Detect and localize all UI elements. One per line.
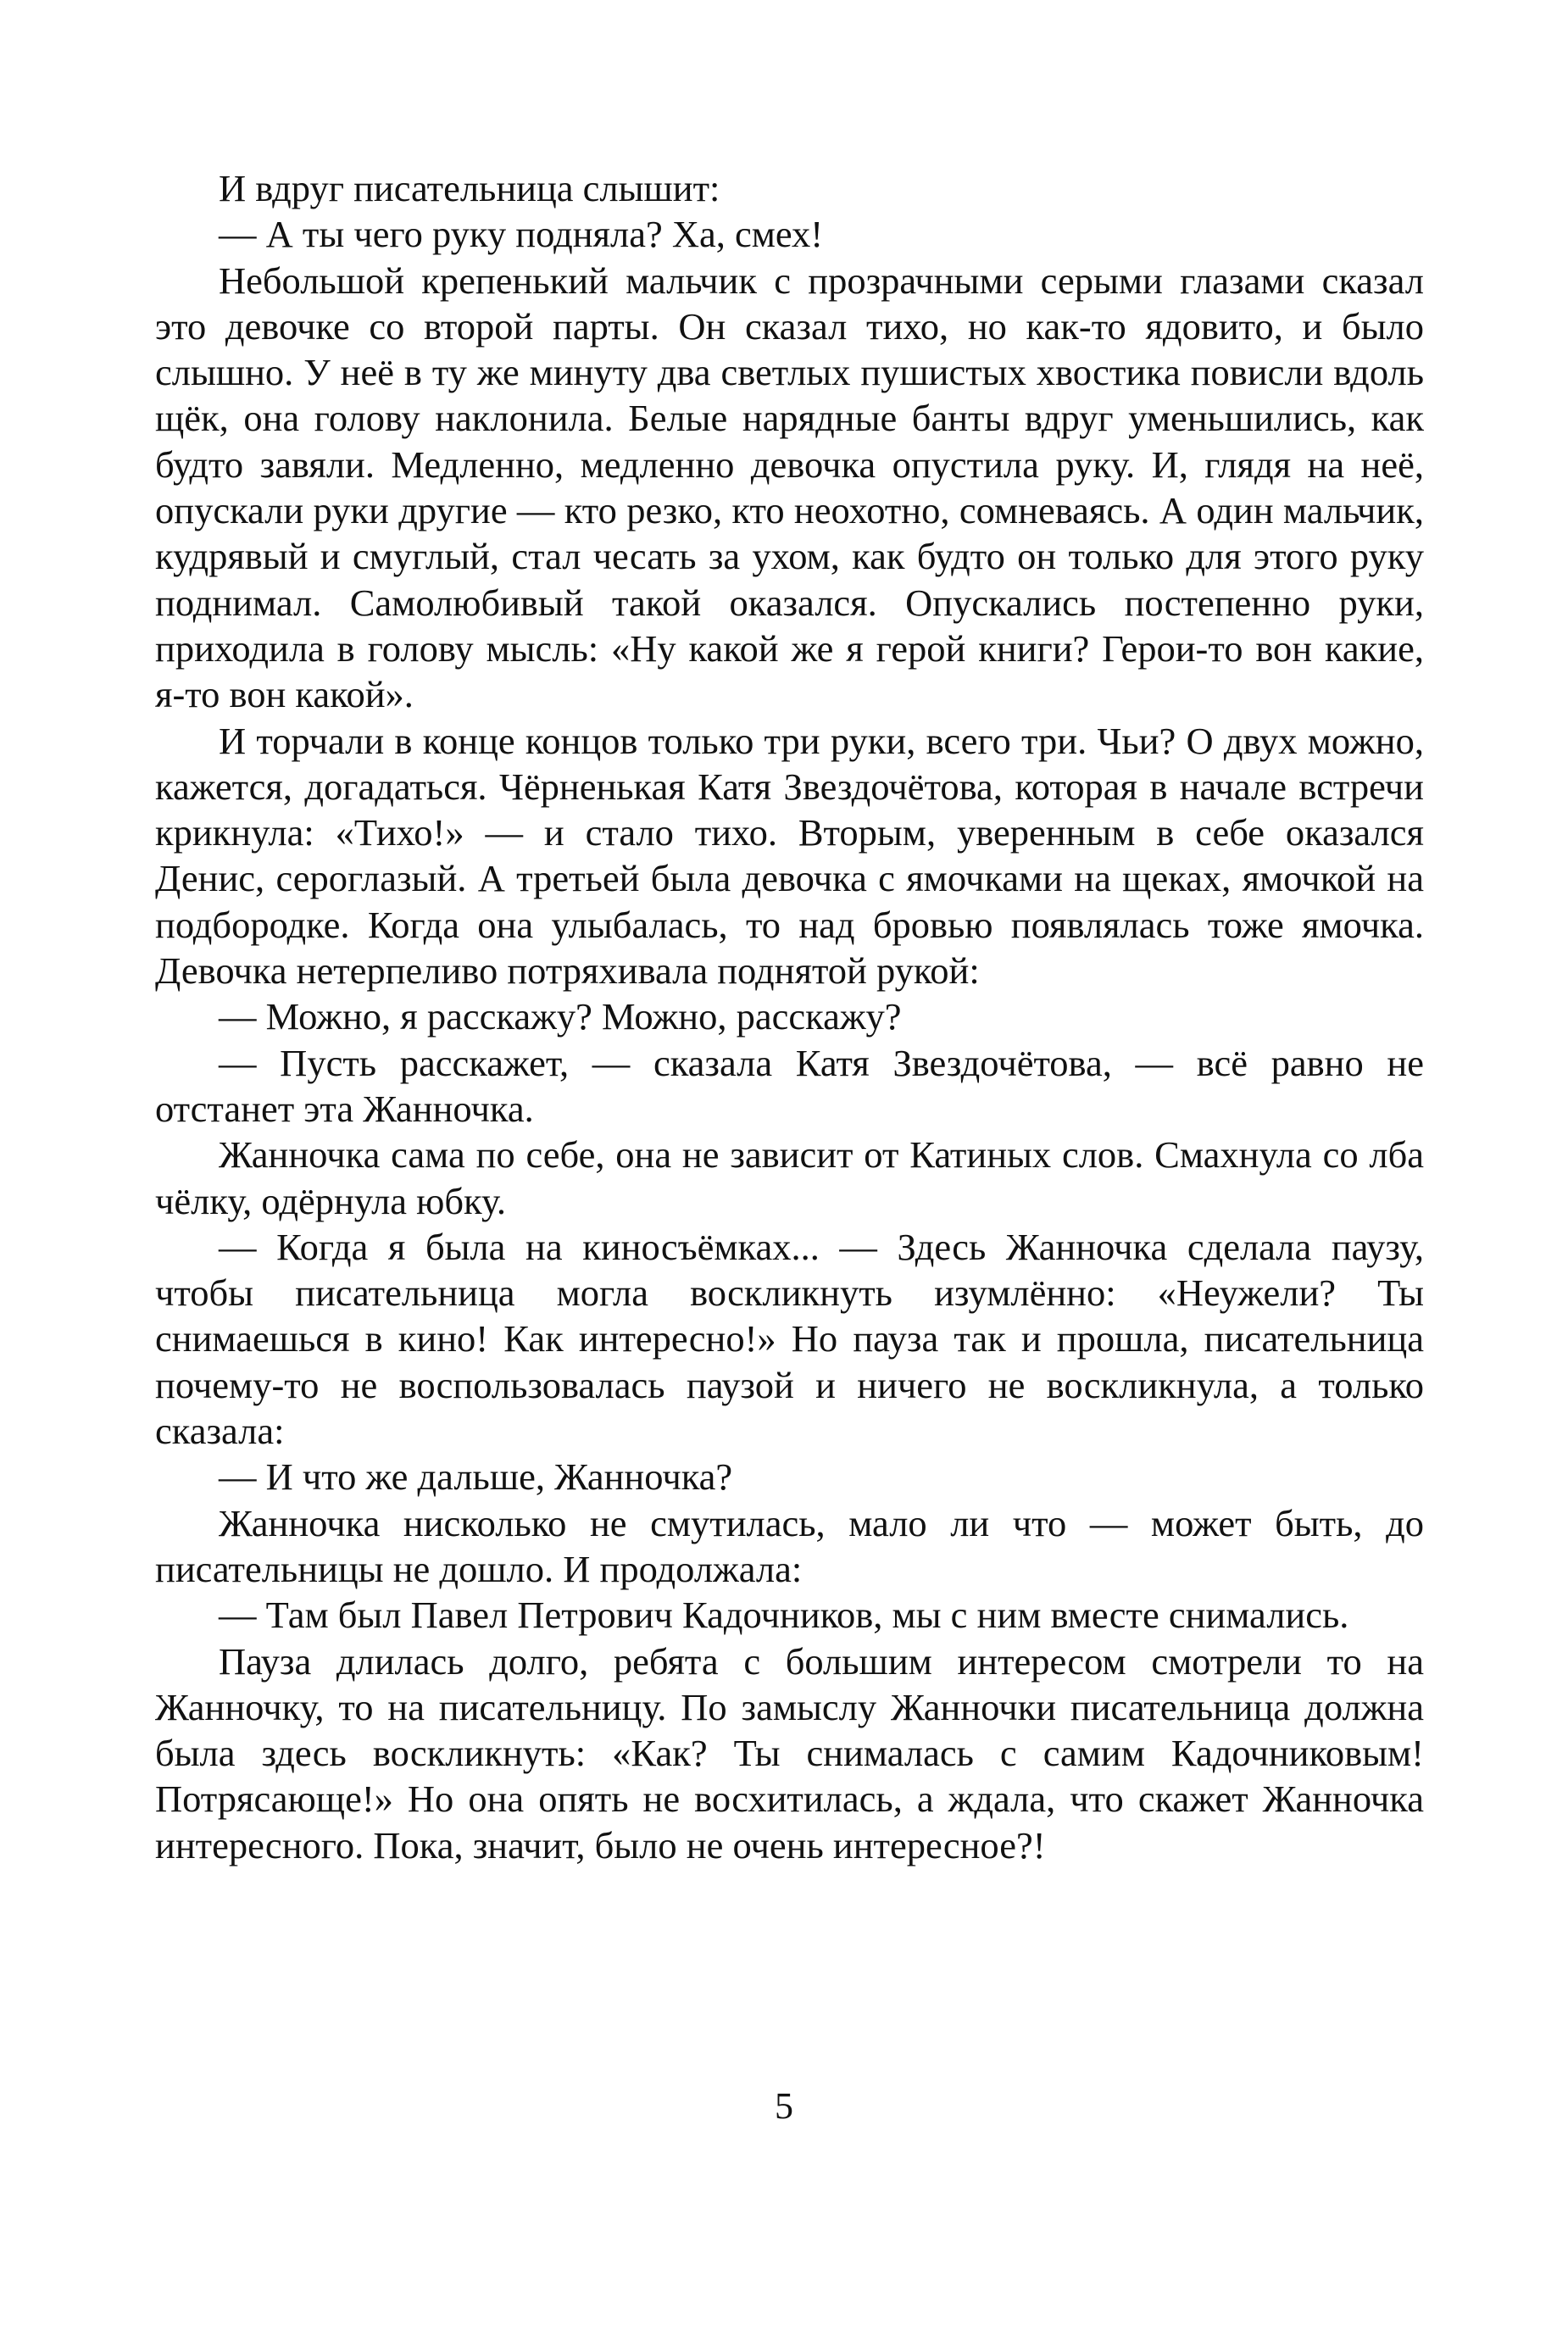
paragraph: Пауза длилась долго, ребята с большим интересом смотрели то на Жанночку, то на писательницу. По замыслу Жанночки писательница должна была здесь воскликнуть: «Как? Ты снималась с самим Кадочниковым! Потрясающе!» Но она опять не восхитилась, а ждала, что скажет Жанночка интересного. Пока, значит, было не очень интересное?! [155,1639,1424,1866]
page-number: 5 [775,2085,793,2127]
paragraph: Небольшой крепенький мальчик с прозрачными серыми глазами сказал это девочке со второй парты. Он сказал тихо, но как-то ядовито, и было слышно. У неё в ту же минуту два светлых пушистых хвостика повисли вдоль щёк, она голову наклонила. Белые нарядные банты вдруг уменьшились, как будто завяли. Медленно, медленно девочка опустила руку. И, глядя на неё, опускали руки другие — кто резко, кто неохотно, сомневаясь. А один мальчик, кудрявый и смуглый, стал чесать за ухом, как будто он только для этого руку поднимал. Самолюбивый такой оказался. Опускались постепенно руки, приходила в голову мысль: «Ну какой же я герой книги? Герои-то вон какие, я-то вон какой». [155,259,1424,716]
paragraph: Жанночка сама по себе, она не зависит от Катиных слов. Смахнула со лба чёлку, одёрнула юбку. [155,1133,1424,1222]
paragraph: — Пусть расскажет, — сказала Катя Звездочётова, — всё равно не отстанет эта Жанночка. [155,1041,1424,1130]
body-text [155,165,1424,1868]
paragraph: И вдруг писательница слышит: [219,167,720,209]
paragraph: — Когда я была на киносъёмках... — Здесь Жанночка сделала паузу, чтобы писательница могла воскликнуть изумлённо: «Неужели? Ты снимаешься в кино! Как интересно!» Но пауза так и прошла, писательница почему-то не воспользовалась паузой и ничего не воскликнула, а только сказала: [155,1225,1424,1453]
paragraph: И торчали в конце концов только три руки, всего три. Чьи? О двух можно, кажется, догадаться. Чёрненькая Катя Звездочётова, которая в начале встречи крикнула: «Тихо!» — и стало тихо. Вторым, уверенным в себе оказался Денис, сероглазый. А третьей была девочка с ямочками на щеках, ямочкой на подбородке. Когда она улыбалась, то над бровью появлялась тоже ямочка. Девочка нетерпеливо потряхивала поднятой рукой: [155,719,1424,993]
paragraph: — А ты чего руку подняла? Ха, смех! [219,213,824,256]
paragraph: — И что же дальше, Жанночка? [219,1455,733,1499]
paragraph: — Там был Павел Петрович Кадочников, мы с ним вместе снимались. [219,1594,1349,1637]
paragraph: — Можно, я расскажу? Можно, расскажу? [219,995,902,1038]
paragraph: Жанночка нисколько не смутилась, мало ли что — может быть, до писательницы не дошло. И продолжала: [155,1501,1424,1590]
